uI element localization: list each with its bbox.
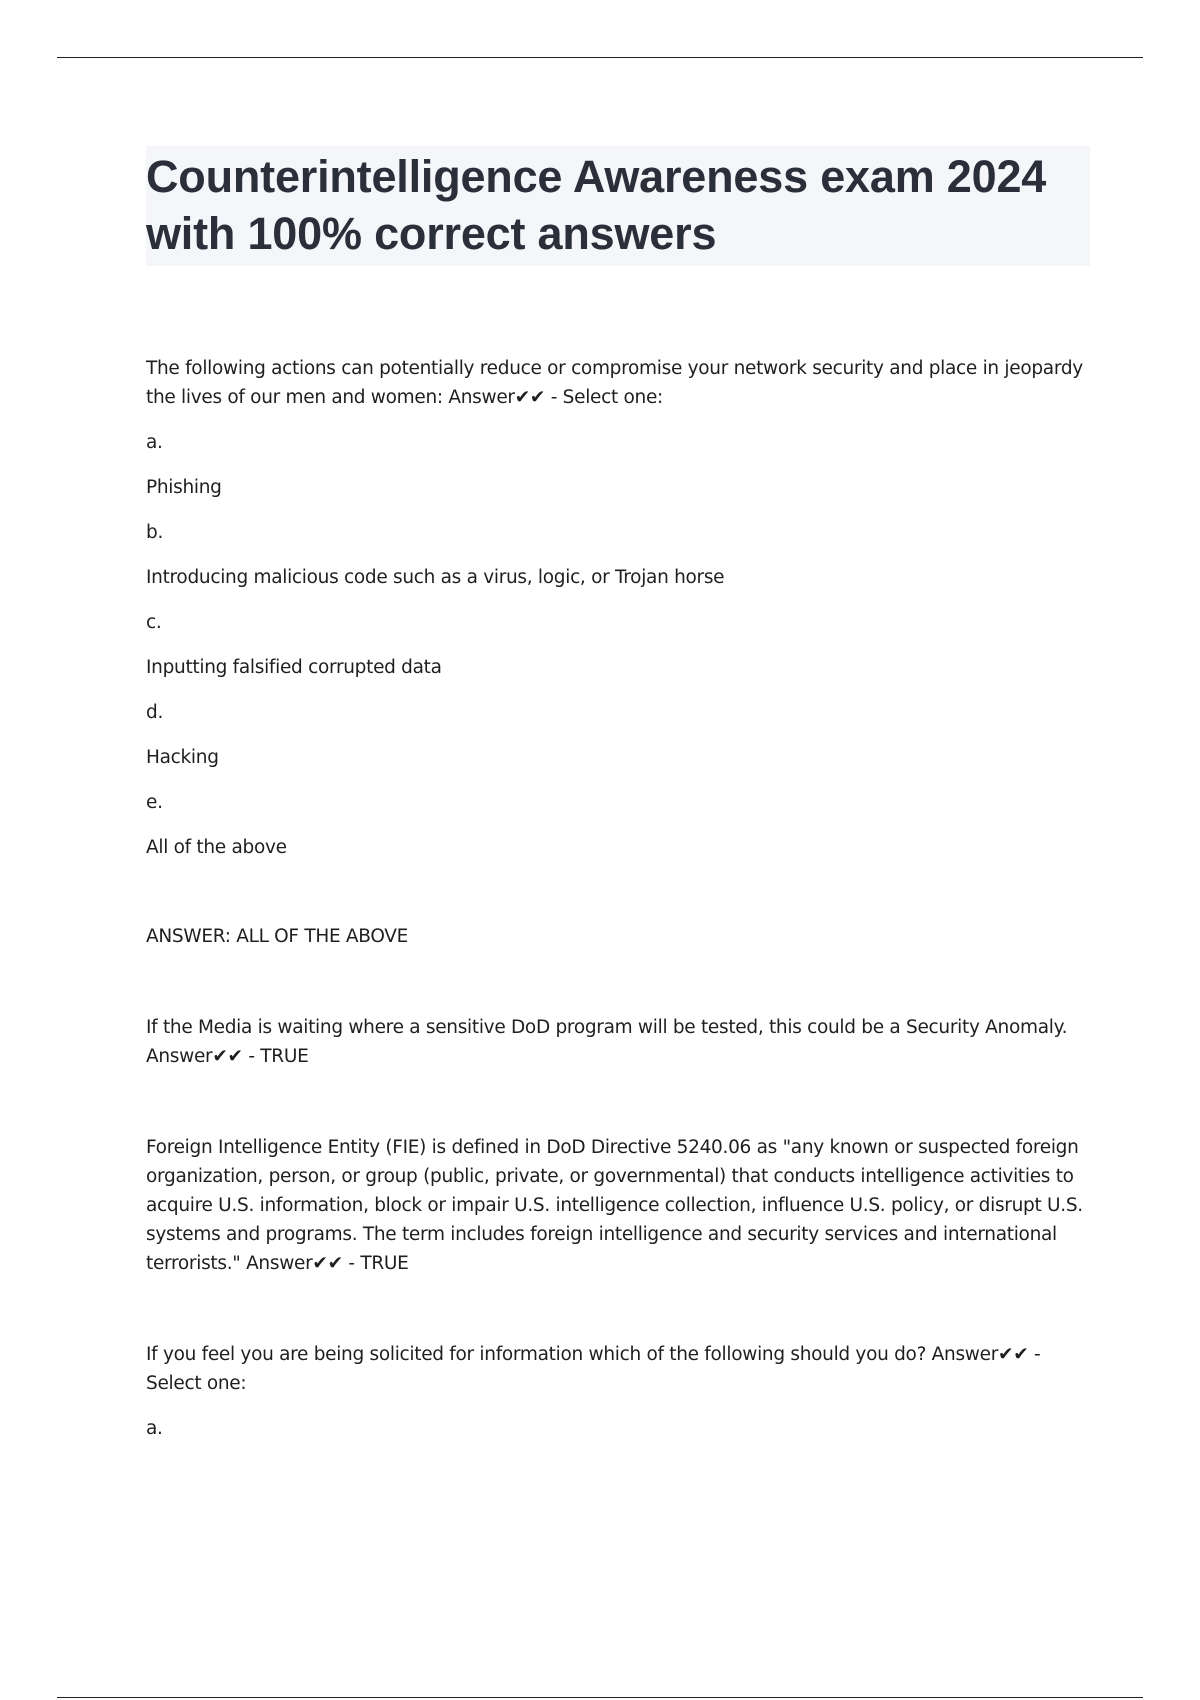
document-body [146,146,1090,1443]
option-text-a: Phishing [146,477,222,498]
title-box [146,146,1090,266]
option-letter-d: d. [146,702,164,723]
question-1: The following actions can potentially reduce or compromise your network security and place in jeopardy the lives of our men and women: Answer✔✔ - Select one: [146,358,1083,408]
answer-1: ANSWER: ALL OF THE ABOVE [146,926,409,947]
option-text-e: All of the above [146,837,287,858]
option-text-b: Introducing malicious code such as a virus, logic, or Trojan horse [146,567,725,588]
option-text-d: Hacking [146,747,219,768]
option-letter-b: b. [146,522,164,543]
option-letter-a: a. [146,432,163,453]
option-letter-c: c. [146,612,162,633]
option-letter-e: e. [146,792,163,813]
footer-rule [57,1697,1143,1698]
question-3: Foreign Intelligence Entity (FIE) is defined in DoD Directive 5240.06 as "any known or suspected foreign organization, person, or group (public, private, or governmental) that conducts intelligence activities to acquire U.S. information, block or impair U.S. intelligence collection, influence U.S. policy, or disrupt U.S. systems and programs. The term includes foreign intelligence and security services and international terrorists." Answer✔✔ - TRUE [146,1137,1083,1274]
option-text-c: Inputting falsified corrupted data [146,657,442,678]
header-rule [57,57,1143,58]
q4-option-letter-a: a. [146,1418,163,1439]
question-2: If the Media is waiting where a sensitive DoD program will be tested, this could be a Security Anomaly. Answer✔✔ - TRUE [146,1017,1068,1067]
question-4: If you feel you are being solicited for information which of the following should you do? Answer✔✔ - Select one: [146,1344,1041,1394]
page-title: Counterintelligence Awareness exam 2024 with 100% correct answers [146,151,1047,259]
